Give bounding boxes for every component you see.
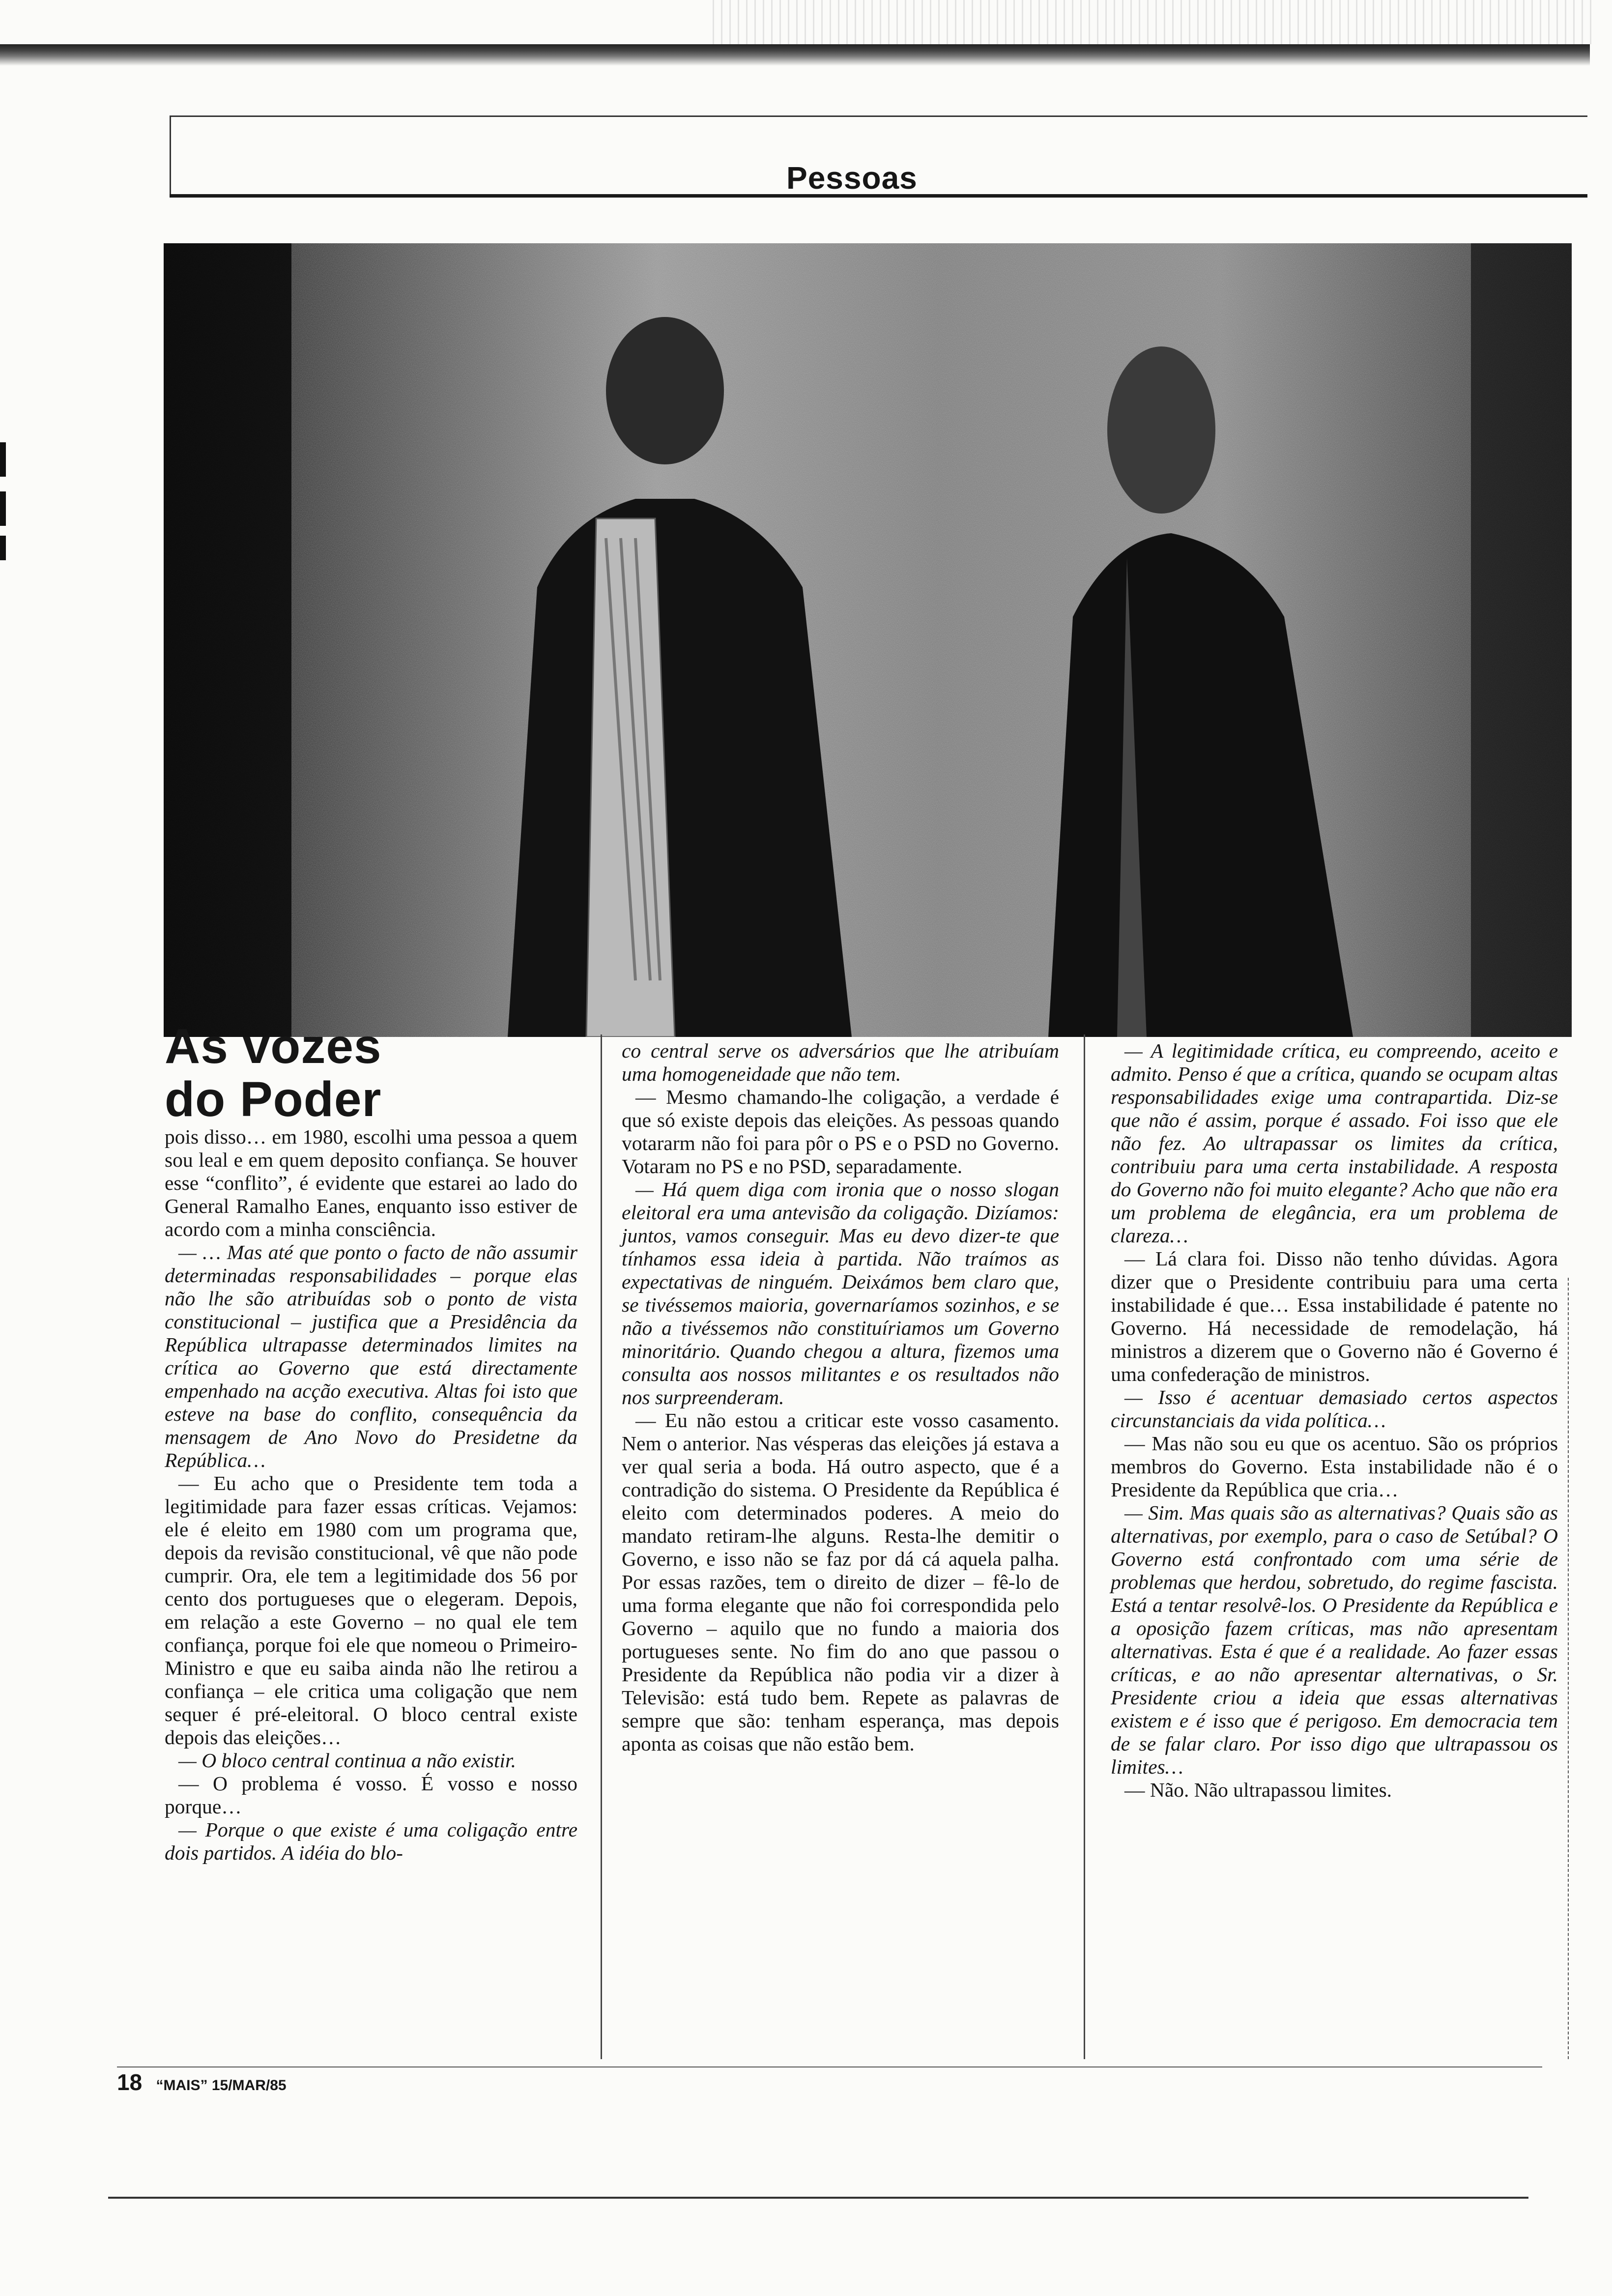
page-number: 18: [117, 2069, 143, 2095]
page-footer: [117, 2069, 287, 2095]
headline: [165, 1020, 636, 1126]
photo-image: [164, 243, 1572, 1037]
paragraph: pois disso… em 1980, escolhi uma pessoa a quem sou leal e em quem deposito confiança. Se houver esse “conflito”, é evidente que estarei ao lado do General Ramalho Eanes, enquanto isso estiver de acordo com a minha consciência.: [165, 1125, 577, 1240]
paragraph: — Eu não estou a criticar este vosso casamento. Nem o anterior. Nas vésperas das eleições já estava a ver qual seria a boda. Há outro aspecto, que é a contradição do sistema. O Presidente da República é eleito com determinados poderes. A meio do mandato retiram-lhe alguns. Resta-lhe demitir o Governo, e isso não se faz por dá cá aquela palha. Por essas razões, tem o direito de dizer – fê-lo de uma forma elegante que não foi correspondida pelo Governo – aquilo que no fundo a maioria dos portugueses sente. No fim do ano que passou o Presidente da República não podia vir a dizer à Televisão: está tudo bem. Repete as palavras de sempre que são: tenham esperança, mas depois aponta as coisas que não estão bem.: [622, 1409, 1059, 1755]
article-column-2: [622, 1039, 1059, 1755]
paragraph: — Lá clara foi. Disso não tenho dúvidas. Agora dizer que o Presidente contribuiu para uma certa instabilidade é que… Essa instabilidade é patente no Governo. Há necessidade de remodelação, há ministros a dizerem que o Governo não é Governo é uma confederação de ministros.: [1111, 1247, 1558, 1385]
column-divider: [1084, 1034, 1085, 2059]
headline-line-2: do Poder: [165, 1072, 382, 1127]
paragraph: — Eu acho que o Presidente tem toda a legitimidade para fazer essas críticas. Vejamos: ele é eleito em 1980 com um programa que, depois da revisão constitucional, vê que não pode cumprir. Ora, ele tem a legitimidade dos 56 por cento dos portugueses que o elegeram. Depois, em relação a este Governo – no qual ele tem confiança, porque foi ele que nomeou o Primeiro-Ministro e que eu saiba ainda não lhe retirou a confiança – ele critica uma coligação que nem sequer é pré-eleitoral. O bloco central existe depois das eleições…: [165, 1472, 577, 1749]
header-frame-left: [170, 115, 171, 194]
paragraph: — Há quem diga com ironia que o nosso slogan eleitoral era uma antevisão da coligação. Dizíamos: juntos, vamos conseguir. Mas eu devo dizer-te que tínhamos essa ideia à partida. Não traímos as expectativas de ninguém. Deixámos bem claro que, se tivéssemos maioria, governaríamos sozinhos, e se não a tivéssemos não constituíriamos um Governo minoritário. Quando chegou a altura, fizemos uma consulta aos nossos militantes e os resultados não nos surpreenderam.: [622, 1178, 1059, 1408]
article-photo: [164, 243, 1572, 1037]
headline-line-1: As vozes: [165, 1019, 382, 1074]
scan-left-mark: [0, 491, 6, 526]
scan-left-mark: [0, 536, 6, 560]
paragraph: — … Mas até que ponto o facto de não assumir determinadas responsabilidades – porque elas não lhe são atribuídas sob o ponto de vista constitucional – justifica que a Presidência da República ultrapasse determinados limites na crítica ao Governo que está directamente empenhado na acção executiva. Altas foi isto que esteve na base do conflito, consequência da mensagem de Ano Novo do Presidetne da República…: [165, 1241, 577, 1471]
article-column-3: [1111, 1039, 1558, 1802]
paragraph: — Mas não sou eu que os acentuo. São os próprios membros do Governo. Esta instabilidade não é o Presidente da República que cria…: [1111, 1432, 1558, 1501]
column-divider: [601, 1034, 602, 2059]
paragraph: — Não. Não ultrapassou limites.: [1124, 1779, 1392, 1801]
header-frame-top: [170, 115, 1587, 117]
section-rule: [170, 194, 1587, 198]
article-column-1: [165, 1125, 577, 1865]
scan-bottom-rule: [108, 2197, 1528, 2199]
footer-rule: [117, 2066, 1542, 2067]
scan-left-mark: [0, 442, 6, 477]
paragraph: — Porque o que existe é uma coligação entre dois partidos. A idéia do blo-: [165, 1818, 577, 1864]
issue-label: “MAIS” 15/MAR/85: [156, 2077, 287, 2094]
paragraph: — Mesmo chamando-lhe coligação, a verdade é que só existe depois das eleições. As pessoas quando votararm não foi para pôr o PS e o PSD no Governo. Votaram no PS e no PSD, separadamente.: [622, 1086, 1059, 1177]
paragraph: — A legitimidade crítica, eu compreendo, aceito e admito. Penso é que a crítica, quando se ocupam altas responsabilidades exige uma contrapartida. Diz-se que não é assim, porque é assado. Foi isso que ele não fez. Ao ultrapassar os limites da crítica, contribuiu para uma certa instabilidade. A resposta do Governo não foi muito elegante? Acho que não era um problema de elegância, era um problema de clareza…: [1111, 1039, 1558, 1247]
paragraph: — Isso é acentuar demasiado certos aspectos circunstanciais da vida política…: [1111, 1386, 1558, 1432]
column-edge-rule: [1568, 1278, 1569, 2059]
scan-top-edge: [0, 44, 1590, 66]
paragraph: co central serve os adversários que lhe atribuíam uma homogeneidade que não tem.: [622, 1039, 1059, 1085]
paragraph: — O problema é vosso. É vosso e nosso porque…: [165, 1772, 577, 1818]
section-title: Pessoas: [786, 160, 918, 196]
scan-edge-speckle: [713, 0, 1597, 44]
paragraph: — Sim. Mas quais são as alternativas? Quais são as alternativas, por exemplo, para o caso de Setúbal? O Governo está confrontado com uma série de problemas que herdou, sobretudo, do regime fascista. Está a tentar resolvê-los. O Presidente da República e a oposição fazem críticas, mas não apresentam alternativas. Esta é que é a realidade. Ao fazer essas críticas, e ao não apresentar alternativas, o Sr. Presidente criou a ideia que essas alternativas existem e é isso que é perigoso. Em democracia tem de se falar claro. Por isso digo que ultrapassou os limites…: [1111, 1501, 1558, 1778]
paragraph: — O bloco central continua a não existir.: [178, 1749, 516, 1772]
